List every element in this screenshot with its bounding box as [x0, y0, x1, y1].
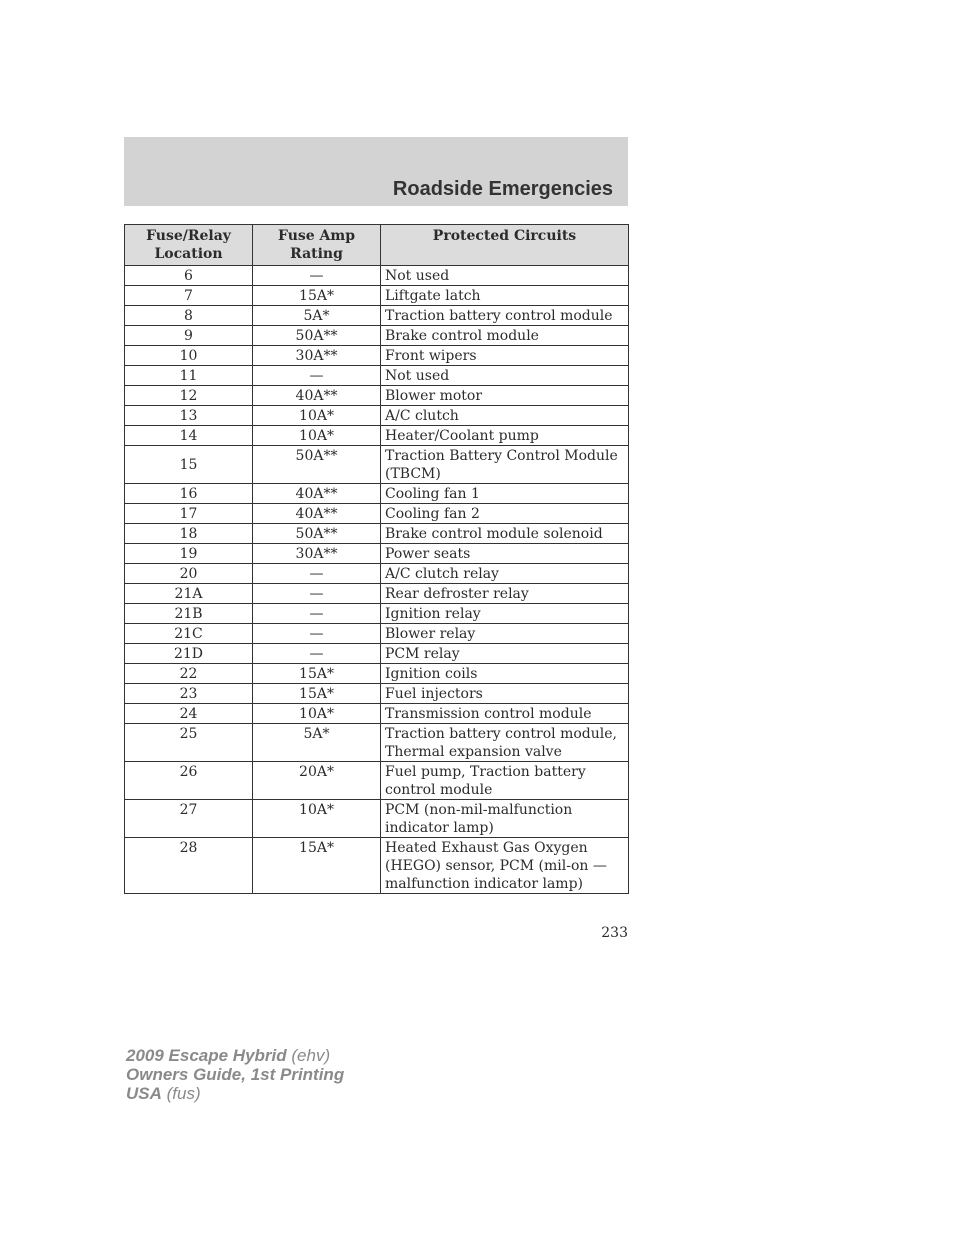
- table-row: [125, 604, 629, 624]
- protected-circuit-cell: Heater/Coolant pump: [381, 426, 629, 446]
- footer-line-2: [126, 1065, 344, 1084]
- fuse-rating-cell: 20A*: [253, 762, 381, 800]
- fuse-location-cell: 28: [125, 838, 253, 894]
- footer-printing: Owners Guide, 1st Printing: [126, 1065, 345, 1084]
- protected-circuit-cell: Rear defroster relay: [381, 584, 629, 604]
- protected-circuit-cell: Brake control module: [381, 326, 629, 346]
- fuse-location-cell: 12: [125, 386, 253, 406]
- fuse-table: [124, 224, 629, 894]
- protected-circuit-cell: Traction battery control module, Thermal expansion valve: [381, 724, 629, 762]
- fuse-location-cell: 21D: [125, 644, 253, 664]
- protected-circuit-cell: Traction battery control module: [381, 306, 629, 326]
- fuse-rating-cell: 40A**: [253, 504, 381, 524]
- protected-circuit-cell: PCM (non-mil-malfunction indicator lamp): [381, 800, 629, 838]
- fuse-rating-cell: 10A*: [253, 704, 381, 724]
- protected-circuit-cell: Cooling fan 1: [381, 484, 629, 504]
- protected-circuit-cell: Blower relay: [381, 624, 629, 644]
- fuse-location-cell: 27: [125, 800, 253, 838]
- protected-circuit-cell: Power seats: [381, 544, 629, 564]
- fuse-rating-cell: 50A**: [253, 524, 381, 544]
- column-header-rating: [253, 225, 381, 266]
- table-row: [125, 624, 629, 644]
- table-row: [125, 564, 629, 584]
- footer: [126, 1046, 344, 1103]
- table-row: [125, 484, 629, 504]
- fuse-rating-cell: —: [253, 584, 381, 604]
- table-row: [125, 838, 629, 894]
- section-title: Roadside Emergencies: [392, 178, 613, 200]
- fuse-location-cell: 8: [125, 306, 253, 326]
- table-row: [125, 406, 629, 426]
- table-row: [125, 800, 629, 838]
- fuse-rating-cell: 30A**: [253, 346, 381, 366]
- protected-circuit-cell: Cooling fan 2: [381, 504, 629, 524]
- table-body: [125, 266, 629, 894]
- fuse-rating-cell: 15A*: [253, 286, 381, 306]
- fuse-location-cell: 20: [125, 564, 253, 584]
- table-row: [125, 762, 629, 800]
- fuse-rating-cell: 40A**: [253, 386, 381, 406]
- fuse-rating-cell: 15A*: [253, 838, 381, 894]
- protected-circuit-cell: Front wipers: [381, 346, 629, 366]
- table-row: [125, 366, 629, 386]
- fuse-rating-cell: 30A**: [253, 544, 381, 564]
- fuse-rating-cell: —: [253, 266, 381, 286]
- fuse-rating-cell: 15A*: [253, 684, 381, 704]
- fuse-rating-cell: 5A*: [253, 724, 381, 762]
- fuse-location-cell: 22: [125, 664, 253, 684]
- protected-circuit-cell: Liftgate latch: [381, 286, 629, 306]
- fuse-rating-cell: —: [253, 644, 381, 664]
- protected-circuit-cell: Fuel pump, Traction battery control module: [381, 762, 629, 800]
- footer-line-1: [126, 1046, 344, 1065]
- table-row: [125, 584, 629, 604]
- table-row: [125, 386, 629, 406]
- fuse-rating-cell: —: [253, 564, 381, 584]
- protected-circuit-cell: Brake control module solenoid: [381, 524, 629, 544]
- table-row: [125, 664, 629, 684]
- fuse-rating-cell: 10A*: [253, 406, 381, 426]
- column-header-circuits: [381, 225, 629, 266]
- protected-circuit-cell: Ignition coils: [381, 664, 629, 684]
- fuse-location-cell: 7: [125, 286, 253, 306]
- table-row: [125, 306, 629, 326]
- fuse-rating-cell: —: [253, 366, 381, 386]
- fuse-location-cell: 17: [125, 504, 253, 524]
- column-header-line: Location: [154, 246, 223, 262]
- column-header-line: Fuse Amp: [278, 228, 355, 244]
- footer-market-code: (fus): [166, 1084, 201, 1103]
- fuse-location-cell: 18: [125, 524, 253, 544]
- fuse-rating-cell: 10A*: [253, 426, 381, 446]
- protected-circuit-cell: Heated Exhaust Gas Oxygen (HEGO) sensor, PCM (mil-on — malfunction indicator lamp): [381, 838, 629, 894]
- table-row: [125, 684, 629, 704]
- protected-circuit-cell: Not used: [381, 366, 629, 386]
- table-row: [125, 704, 629, 724]
- protected-circuit-cell: Fuel injectors: [381, 684, 629, 704]
- table-row: [125, 326, 629, 346]
- table-row: [125, 544, 629, 564]
- fuse-location-cell: 21C: [125, 624, 253, 644]
- fuse-location-cell: 24: [125, 704, 253, 724]
- fuse-location-cell: 16: [125, 484, 253, 504]
- fuse-location-cell: 21A: [125, 584, 253, 604]
- fuse-location-cell: 14: [125, 426, 253, 446]
- footer-model: 2009 Escape Hybrid: [126, 1046, 287, 1065]
- protected-circuit-cell: Traction Battery Control Module (TBCM): [381, 446, 629, 484]
- table-row: [125, 446, 629, 484]
- protected-circuit-cell: Ignition relay: [381, 604, 629, 624]
- protected-circuit-cell: Blower motor: [381, 386, 629, 406]
- fuse-rating-cell: 5A*: [253, 306, 381, 326]
- fuse-location-cell: 10: [125, 346, 253, 366]
- table-row: [125, 524, 629, 544]
- table-row: [125, 504, 629, 524]
- column-header-line: Fuse/Relay: [146, 228, 231, 244]
- fuse-location-cell: 26: [125, 762, 253, 800]
- protected-circuit-cell: Transmission control module: [381, 704, 629, 724]
- fuse-rating-cell: 40A**: [253, 484, 381, 504]
- footer-model-code: (ehv): [291, 1046, 331, 1065]
- fuse-location-cell: 23: [125, 684, 253, 704]
- fuse-rating-cell: —: [253, 604, 381, 624]
- column-header-location: [125, 225, 253, 266]
- column-header-line: Protected Circuits: [432, 228, 577, 244]
- footer-market: USA: [126, 1084, 162, 1103]
- protected-circuit-cell: A/C clutch: [381, 406, 629, 426]
- fuse-rating-cell: 50A**: [253, 326, 381, 346]
- fuse-location-cell: 19: [125, 544, 253, 564]
- fuse-rating-cell: 50A**: [253, 446, 381, 484]
- column-header-line: Rating: [290, 246, 343, 262]
- table-row: [125, 724, 629, 762]
- table-row: [125, 266, 629, 286]
- table-row: [125, 644, 629, 664]
- fuse-location-cell: 25: [125, 724, 253, 762]
- protected-circuit-cell: Not used: [381, 266, 629, 286]
- section-header-band: [124, 137, 628, 206]
- table-header-row: [125, 225, 629, 266]
- protected-circuit-cell: PCM relay: [381, 644, 629, 664]
- fuse-location-cell: 11: [125, 366, 253, 386]
- fuse-location-cell: 6: [125, 266, 253, 286]
- fuse-location-cell: 9: [125, 326, 253, 346]
- protected-circuit-cell: A/C clutch relay: [381, 564, 629, 584]
- fuse-location-cell: 21B: [125, 604, 253, 624]
- fuse-rating-cell: 10A*: [253, 800, 381, 838]
- fuse-location-cell: 15: [125, 446, 253, 484]
- table-row: [125, 426, 629, 446]
- page-number: 233: [601, 925, 628, 941]
- footer-line-3: [126, 1084, 344, 1103]
- table-row: [125, 346, 629, 366]
- fuse-location-cell: 13: [125, 406, 253, 426]
- table-row: [125, 286, 629, 306]
- fuse-rating-cell: —: [253, 624, 381, 644]
- fuse-rating-cell: 15A*: [253, 664, 381, 684]
